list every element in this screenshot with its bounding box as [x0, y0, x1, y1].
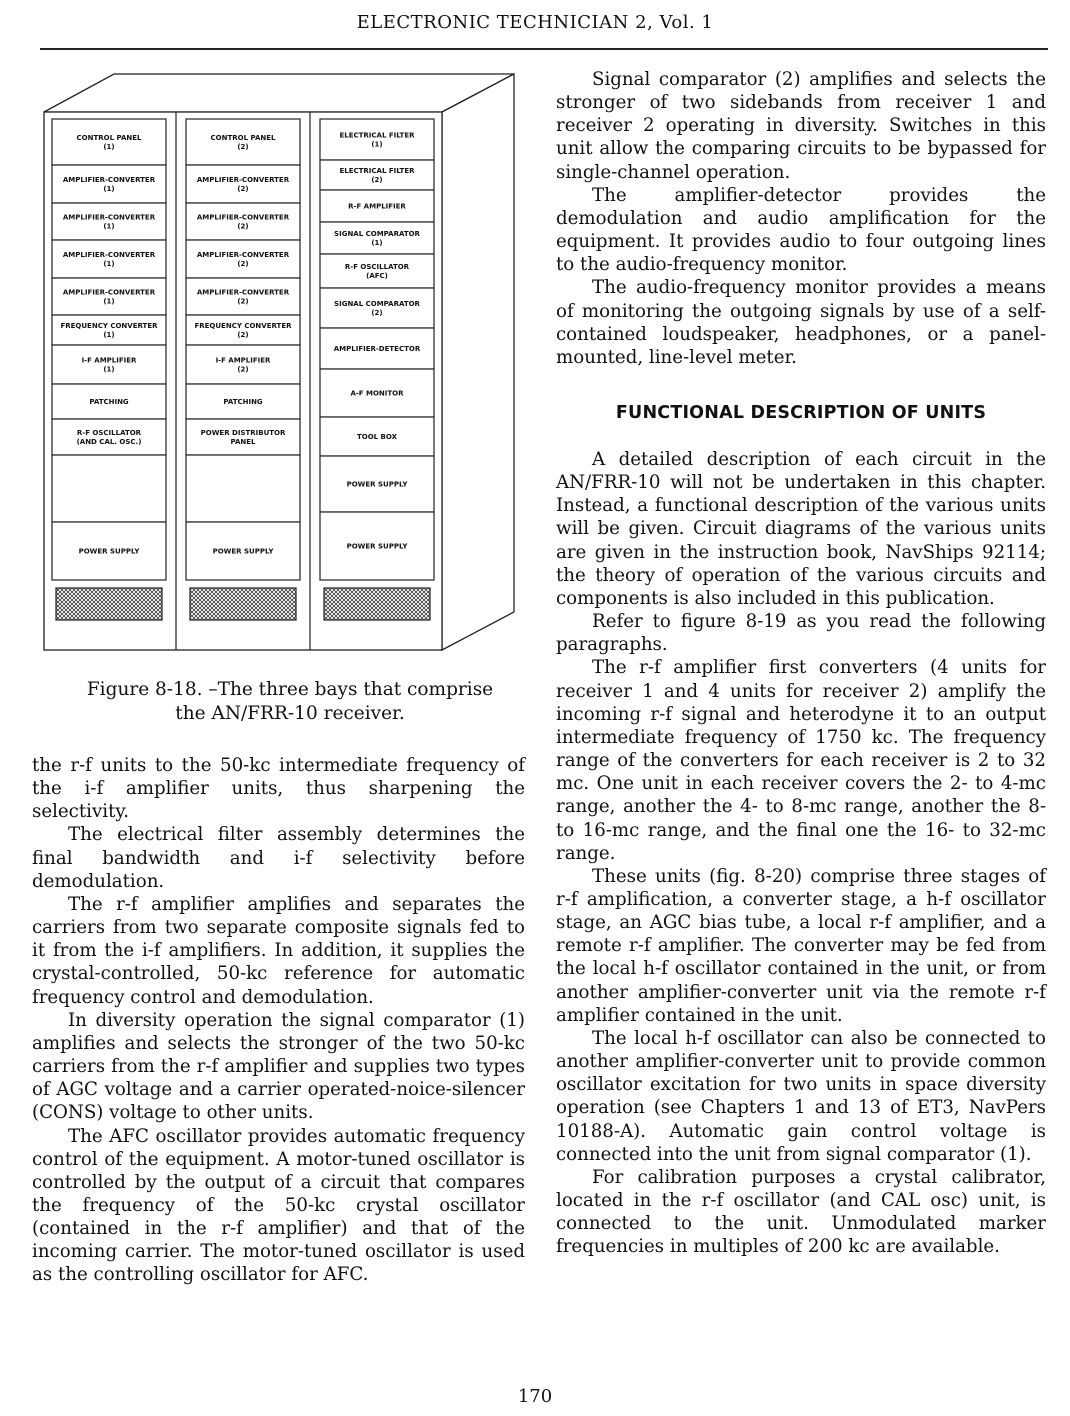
figure-caption	[40, 678, 540, 726]
panel-label: SIGNAL COMPARATOR	[334, 230, 420, 238]
panel-label: TOOL BOX	[356, 433, 398, 441]
panel-label: (1)	[103, 297, 115, 306]
panel-label: R-F AMPLIFIER	[348, 202, 406, 211]
panel-label: ELECTRICAL FILTER	[339, 131, 415, 140]
panel-label: FREQUENCY CONVERTER	[60, 322, 158, 330]
panel-label: AMPLIFIER-CONVERTER	[196, 251, 290, 259]
panel-label: (1)	[103, 185, 115, 193]
panel-label: ELECTRICAL FILTER	[339, 167, 415, 175]
panel-label: (2)	[237, 365, 249, 374]
panel-label: (2)	[237, 331, 249, 339]
panel-label: (1)	[103, 331, 115, 339]
panel-label: I-F AMPLIFIER	[81, 356, 137, 365]
bay-panel	[186, 165, 300, 203]
receiver-bays-figure	[40, 72, 520, 672]
page-number: 170	[517, 1386, 553, 1407]
panel-label: POWER DISTRIBUTOR	[200, 429, 286, 437]
paragraph: These units (fig. 8-20) comprise three stages of r-f amplification, a converter stage, a h-f oscillator stage, an AGC bias tube, a local r-f amplifier, and a remote r-f amplifier. The converter may be fed from the local h-f oscillator contained in the unit, or from another amplifier-converter unit via the remote r-f amplifier contained in the unit.	[556, 865, 1046, 1026]
panel-label: (1)	[103, 143, 115, 151]
panel-label: R-F OSCILLATOR	[344, 263, 410, 271]
bay-panel	[320, 222, 434, 254]
bay-panel	[186, 315, 300, 345]
bay-panel	[52, 165, 166, 203]
panel-label: SIGNAL COMPARATOR	[334, 300, 420, 308]
bay-panel	[186, 345, 300, 384]
bay-panel	[186, 203, 300, 240]
panel-label: PANEL	[230, 438, 256, 446]
panel-label: AMPLIFIER-CONVERTER	[62, 213, 156, 222]
paragraph: the r-f units to the 50-kc intermediate frequency of the i-f amplifier units, thus sharpening the selectivity.	[32, 755, 525, 823]
bay-panel	[52, 278, 166, 315]
paragraph: The AFC oscillator provides automatic frequency control of the equipment. A motor-tuned oscillator is controlled by the output of a circuit that compares the frequency of the 50-kc crystal oscillator (contained in the r-f amplifier) and that of the incoming carrier. The motor-tuned oscillator is used as the controlling oscillator for AFC.	[32, 1125, 525, 1286]
panel-label: (1)	[103, 222, 115, 231]
panel-label: R-F OSCILLATOR	[76, 429, 142, 437]
paragraph: The audio-frequency monitor provides a means of monitoring the outgoing signals by use of a self-contained loudspeaker, headphones, or a panel-mounted, line-level meter.	[556, 277, 1046, 368]
bay-panel	[186, 419, 300, 455]
bay-panel	[186, 278, 300, 315]
panel-label: PATCHING	[89, 398, 129, 406]
panel-label: (AND CAL. OSC.)	[76, 438, 142, 446]
panel-label: AMPLIFIER-CONVERTER	[62, 288, 156, 297]
bay-panel	[320, 288, 434, 328]
panel-label: AMPLIFIER-CONVERTER	[62, 176, 156, 184]
paragraph: In diversity operation the signal comparator (1) amplifies and selects the stronger of the two 50-kc carriers from the r-f amplifier and supplies two types of AGC voltage and a carrier operated-noice-silencer (CONS) voltage to other units.	[32, 1009, 525, 1124]
running-header: ELECTRONIC TECHNICIAN 2, Vol. 1	[356, 12, 714, 33]
bay-panel	[320, 254, 434, 288]
header-rule	[40, 48, 1048, 50]
panel-label: (2)	[237, 222, 249, 231]
cabinet-top	[44, 74, 514, 112]
bay-panel	[52, 345, 166, 384]
paragraph: Signal comparator (2) amplifies and selects the stronger of two sidebands from receiver 1 and receiver 2 operating in diversity. Switches in this unit allow the comparing circuits to be bypassed for single-channel operation.	[556, 69, 1046, 183]
paragraph: For calibration purposes a crystal calibrator, located in the r-f oscillator (and CAL osc) unit, is connected to the unit. Unmodulated marker frequencies in multiples of 200 kc are available.	[556, 1166, 1046, 1258]
bay-panel	[186, 455, 300, 522]
paragraph: The r-f amplifier first converters (4 units for receiver 1 and 4 units for receiver 2) amplify the incoming r-f signal and heterodyne it to an output intermediate frequency of 1750 kc. The frequency range of the converters for each receiver is 2 to 32 mc. One unit in each receiver covers the 2- to 4-mc range, another the 4- to 8-mc range, another the 8- to 16-mc range, and the final one the 16- to 32-mc range.	[556, 657, 1046, 864]
panel-label: (1)	[103, 365, 115, 374]
panel-label: AMPLIFIER-CONVERTER	[196, 213, 290, 222]
panel-label: (2)	[237, 260, 249, 268]
panel-label: (AFC)	[366, 272, 388, 280]
ventilation-grille	[324, 588, 430, 620]
left-column-text	[32, 754, 525, 1287]
panel-label: POWER SUPPLY	[212, 547, 274, 556]
panel-label: AMPLIFIER-DETECTOR	[333, 345, 421, 353]
bay-panel	[186, 119, 300, 165]
cabinet-side	[442, 74, 514, 650]
paragraph: The amplifier-detector provides the demodulation and audio amplification for the equipment. It provides audio to four outgoing lines to the audio-frequency monitor.	[556, 184, 1046, 276]
bay-panel	[52, 240, 166, 278]
caption-line-1: Figure 8-18. –The three bays that comprise	[86, 679, 494, 700]
bay-panel	[320, 160, 434, 190]
bay-panel	[186, 240, 300, 278]
bay-panel	[52, 119, 166, 165]
panel-label: AMPLIFIER-CONVERTER	[62, 251, 156, 259]
panel-label: POWER SUPPLY	[346, 480, 408, 489]
panel-label: I-F AMPLIFIER	[215, 356, 271, 365]
bay-panel	[52, 455, 166, 522]
paragraph: Refer to figure 8-19 as you read the following paragraphs.	[556, 611, 1046, 656]
paragraph: The local h-f oscillator can also be connected to another amplifier-converter unit to provide common oscillator excitation for two units in space diversity operation (see Chapters 1 and 13 of ET3, NavPers 10188-A). Automatic gain control voltage is connected into the unit from signal comparator (1).	[556, 1027, 1046, 1165]
panel-label: (2)	[371, 309, 383, 317]
panel-label: CONTROL PANEL	[76, 134, 142, 142]
caption-line-2: the AN/FRR-10 receiver.	[175, 703, 405, 724]
paragraph: The electrical filter assembly determines the final bandwidth and i-f selectivity before demodulation.	[32, 824, 525, 892]
panel-label: (2)	[237, 185, 249, 193]
panel-label: FREQUENCY CONVERTER	[194, 322, 292, 330]
bay-panel	[52, 203, 166, 240]
ventilation-grille	[190, 588, 296, 620]
ventilation-grille	[56, 588, 162, 620]
panel-label: CONTROL PANEL	[210, 134, 276, 142]
panel-label: PATCHING	[223, 398, 263, 406]
panel-label: (2)	[237, 143, 249, 151]
panel-label: (1)	[371, 140, 383, 149]
bay-panel	[52, 419, 166, 455]
panel-label: A-F MONITOR	[350, 389, 404, 398]
paragraph: A detailed description of each circuit in the AN/FRR-10 will not be undertaken in this chapter. Instead, a functional description of the various units will be given. Circuit diagrams of the various units are given in the instruction book, NavShips 92114; the theory of operation of the various circuits and components is also included in this publication.	[556, 449, 1046, 609]
panel-label: POWER SUPPLY	[78, 547, 140, 556]
paragraph: The r-f amplifier amplifies and separates the carriers from two separate composite signals fed to it from the i-f amplifiers. In addition, it supplies the crystal-controlled, 50-kc reference for automatic frequency control and demodulation.	[32, 893, 525, 1008]
section-heading: FUNCTIONAL DESCRIPTION OF UNITS	[615, 403, 987, 423]
panel-label: (1)	[371, 239, 383, 247]
panel-label: (2)	[237, 297, 249, 306]
right-column-bottom-text	[556, 448, 1046, 1258]
bay-panel	[52, 315, 166, 345]
right-column-top-text	[556, 68, 1046, 369]
panel-label: AMPLIFIER-CONVERTER	[196, 288, 290, 297]
bay-panel	[320, 119, 434, 160]
panel-label: (1)	[103, 260, 115, 268]
panel-label: AMPLIFIER-CONVERTER	[196, 176, 290, 184]
panel-label: POWER SUPPLY	[346, 542, 408, 551]
panel-label: (2)	[371, 176, 383, 184]
